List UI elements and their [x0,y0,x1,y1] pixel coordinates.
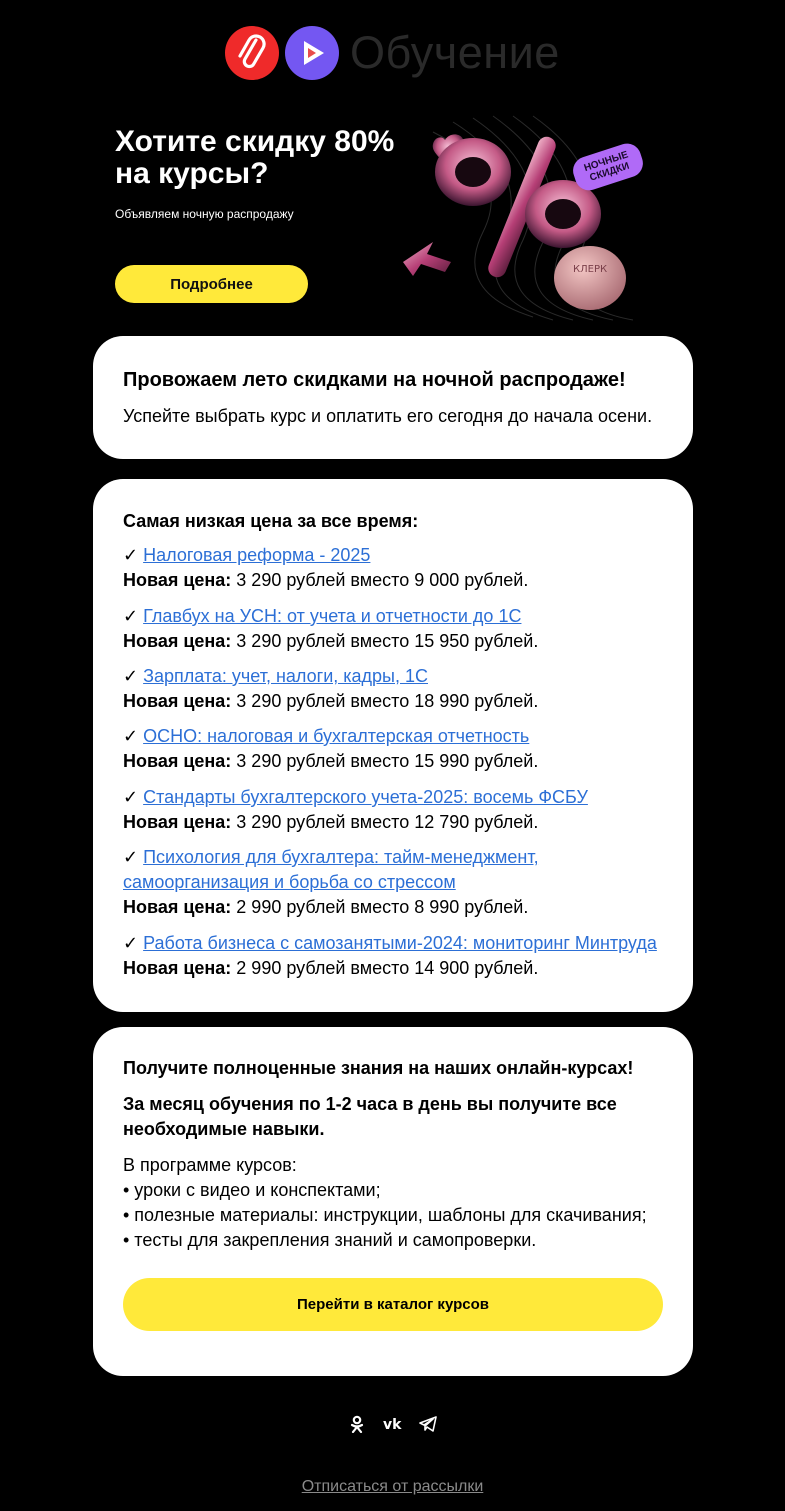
new-price-label: Новая цена: [123,691,232,711]
course-item [123,664,668,714]
promo-banner[interactable] [93,112,693,322]
benefits-title: Получите полноценные знания на наших онлайн-курсах! [123,1058,634,1078]
new-price-label: Новая цена: [123,631,232,651]
course-price: 2 990 рублей вместо 8 990 рублей. [231,897,529,917]
course-price: 2 990 рублей вместо 14 900 рублей. [231,958,539,978]
course-price: 3 290 рублей вместо 9 000 рублей. [231,570,529,590]
new-price-label: Новая цена: [123,751,232,771]
course-item [123,604,668,654]
course-item [123,931,668,981]
course-link[interactable]: Зарплата: учет, налоги, кадры, 1С [143,666,428,686]
course-price: 3 290 рублей вместо 12 790 рублей. [231,812,539,832]
odnoklassniki-icon[interactable] [347,1414,367,1434]
new-price-label: Новая цена: [123,570,232,590]
course-link[interactable]: Стандарты бухгалтерского учета-2025: восемь ФСБУ [143,787,588,807]
paperclip-logo-icon [225,26,279,80]
night-discount-badge: НОЧНЫЕ СКИДКИ [569,140,646,194]
course-link[interactable]: Работа бизнеса с самозанятыми-2024: мониторинг Минтруда [143,933,657,953]
course-item [123,785,668,835]
new-price-label: Новая цена: [123,958,232,978]
banner-title: Хотите скидку 80% на курсы? [115,125,395,190]
details-button[interactable]: Подробнее [115,265,308,303]
course-link[interactable]: ОСНО: налоговая и бухгалтерская отчетность [143,726,530,746]
benefits-subtitle: За месяц обучения по 1-2 часа в день вы получите все необходимые навыки. [123,1094,617,1139]
course-price: 3 290 рублей вместо 18 990 рублей. [231,691,539,711]
check-icon: ✓ [123,787,139,807]
course-item [123,724,668,774]
course-link[interactable]: Психология для бухгалтера: тайм-менеджмент, самоорганизация и борьба со стрессом [123,847,539,892]
catalog-button[interactable]: Перейти в каталог курсов [123,1278,663,1331]
unsubscribe-link[interactable]: Отписаться от рассылки [301,1478,484,1495]
course-item [123,543,668,593]
course-price: 3 290 рублей вместо 15 990 рублей. [231,751,539,771]
list-item: • полезные материалы: инструкции, шаблоны для скачивания; [123,1205,647,1225]
benefits-card [93,1027,693,1376]
vk-label: vk [383,1417,402,1431]
vk-icon[interactable] [383,1414,403,1434]
courses-card [93,479,693,1012]
check-icon: ✓ [123,666,139,686]
intro-title: Провожаем лето скидками на ночной распродаже! [123,369,626,391]
brand-title: Обучение [350,27,560,78]
course-link[interactable]: Налоговая реформа - 2025 [143,545,371,565]
course-price: 3 290 рублей вместо 15 950 рублей. [231,631,539,651]
banner-subtitle: Объявляем ночную распродажу [115,207,294,221]
list-item: В программе курсов: [123,1155,297,1175]
list-item: • уроки с видео и конспектами; [123,1180,381,1200]
check-icon: ✓ [123,847,139,867]
telegram-icon[interactable] [418,1414,438,1434]
new-price-label: Новая цена: [123,812,232,832]
discount-percent-illustration [393,112,693,322]
list-item: • тесты для закрепления знаний и самопроверки. [123,1230,537,1250]
play-logo-icon [285,26,339,80]
benefits-list [123,1153,668,1253]
intro-text: Успейте выбрать курс и оплатить его сегодня до начала осени. [123,406,653,426]
header [0,0,785,110]
check-icon: ✓ [123,606,139,626]
coin-text: КЛЕРК [573,264,608,275]
course-link[interactable]: Главбух на УСН: от учета и отчетности до 1С [143,606,522,626]
intro-card [93,336,693,459]
courses-title: Самая низкая цена за все время: [123,511,419,531]
check-icon: ✓ [123,545,139,565]
new-price-label: Новая цена: [123,897,232,917]
course-item [123,845,668,920]
check-icon: ✓ [123,933,139,953]
check-icon: ✓ [123,726,139,746]
